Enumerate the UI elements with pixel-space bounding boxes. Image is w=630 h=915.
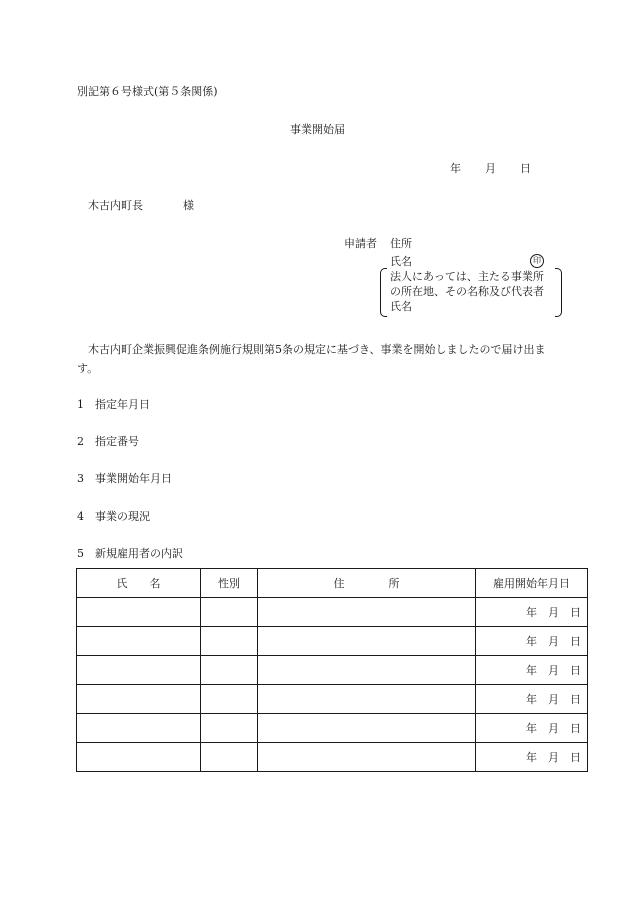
seal-icon: 印	[530, 254, 544, 268]
corporate-note-line: の所在地、その名称及び代表者	[390, 285, 544, 298]
cell-name[interactable]	[77, 714, 201, 743]
cell-hire-date[interactable]: 年 月 日	[476, 627, 588, 656]
address-label: 住所	[390, 237, 412, 250]
applicant-label: 申請者	[344, 237, 377, 250]
cell-name[interactable]	[77, 627, 201, 656]
cell-address[interactable]	[258, 685, 476, 714]
cell-address[interactable]	[258, 714, 476, 743]
cell-sex[interactable]	[201, 685, 258, 714]
header-hire-date: 雇用開始年月日	[476, 569, 588, 598]
item-new-hires	[77, 547, 183, 561]
cell-sex[interactable]	[201, 656, 258, 685]
cell-address[interactable]	[258, 656, 476, 685]
new-hires-table	[76, 568, 588, 772]
table-row	[77, 598, 588, 627]
cell-name[interactable]	[77, 598, 201, 627]
cell-hire-date[interactable]: 年 月 日	[476, 685, 588, 714]
cell-address[interactable]	[258, 598, 476, 627]
cell-hire-date[interactable]: 年 月 日	[476, 656, 588, 685]
right-bracket	[555, 268, 562, 317]
cell-address[interactable]	[258, 743, 476, 772]
left-bracket	[380, 268, 387, 317]
corporate-note-line: 法人にあっては、主たる事業所	[390, 270, 544, 283]
item-start-date	[77, 472, 172, 486]
page-title: 事業開始届	[290, 123, 345, 136]
item-label: 事業の現況	[95, 510, 150, 523]
table-row	[77, 656, 588, 685]
cell-hire-date[interactable]: 年 月 日	[476, 598, 588, 627]
cell-sex[interactable]	[201, 598, 258, 627]
item-designation-number	[77, 435, 139, 449]
item-number: 5	[77, 547, 84, 560]
recipient-name: 木古内町長	[88, 199, 143, 212]
corporate-note	[380, 268, 562, 316]
date-month-label: 月	[485, 162, 496, 175]
table-row	[77, 685, 588, 714]
corporate-note-line: 氏名	[390, 300, 412, 313]
item-number: 2	[77, 435, 84, 448]
table-row	[77, 714, 588, 743]
item-label: 指定番号	[95, 435, 139, 448]
recipient	[88, 199, 194, 213]
table-row	[77, 743, 588, 772]
form-label: 別記第６号様式(第５条関係)	[77, 85, 218, 98]
name-label: 氏名	[390, 255, 412, 268]
date-day-label: 日	[520, 162, 531, 175]
cell-sex[interactable]	[201, 714, 258, 743]
header-sex: 性別	[201, 569, 258, 598]
item-number: 1	[77, 398, 84, 411]
cell-hire-date[interactable]: 年 月 日	[476, 743, 588, 772]
item-business-status	[77, 510, 150, 524]
cell-name[interactable]	[77, 685, 201, 714]
table-header-row	[77, 569, 588, 598]
item-number: 3	[77, 472, 84, 485]
item-designation-date	[77, 398, 150, 412]
header-address: 住 所	[258, 569, 476, 598]
header-name: 氏 名	[77, 569, 201, 598]
item-label: 指定年月日	[95, 398, 150, 411]
cell-name[interactable]	[77, 743, 201, 772]
item-label: 新規雇用者の内訳	[95, 547, 183, 560]
item-label: 事業開始年月日	[95, 472, 172, 485]
item-number: 4	[77, 510, 84, 523]
cell-sex[interactable]	[201, 627, 258, 656]
recipient-honorific: 様	[183, 199, 194, 212]
table-row	[77, 627, 588, 656]
body-text: 木古内町企業振興促進条例施行規則第5条の規定に基づき、事業を開始しましたので届け出ます。	[77, 343, 546, 375]
cell-hire-date[interactable]: 年 月 日	[476, 714, 588, 743]
submission-date	[450, 162, 531, 176]
cell-address[interactable]	[258, 627, 476, 656]
date-year-label: 年	[450, 162, 461, 175]
cell-name[interactable]	[77, 656, 201, 685]
cell-sex[interactable]	[201, 743, 258, 772]
